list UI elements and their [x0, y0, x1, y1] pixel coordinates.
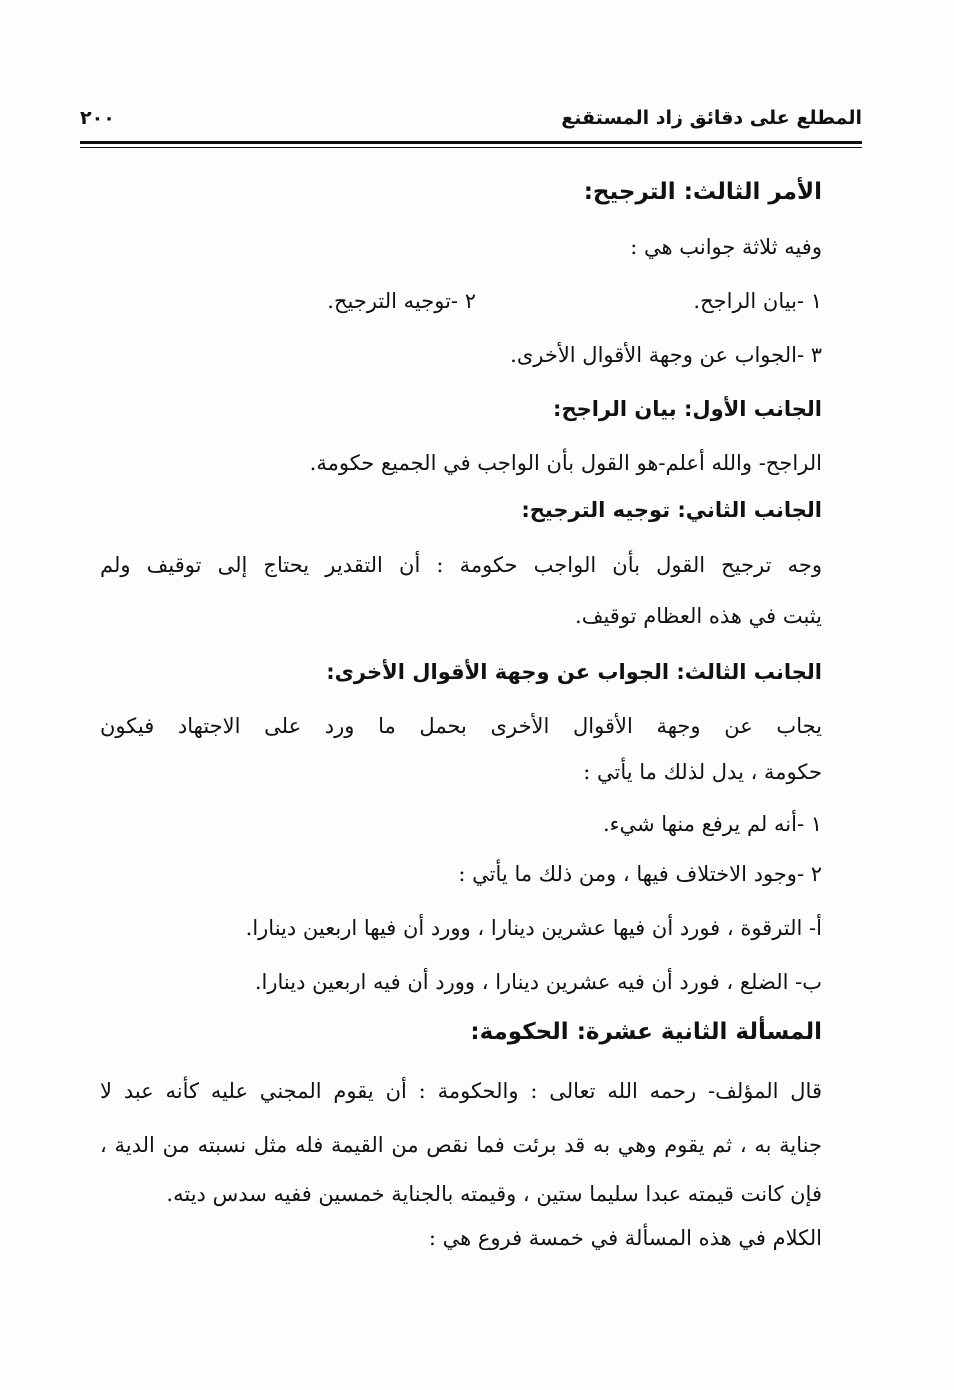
paragraph-line: يثبت في هذه العظام توقيف.	[575, 604, 822, 628]
paragraph-line: حكومة ، يدل لذلك ما يأتي :	[583, 760, 822, 784]
list-item: ١ -بيان الراجح.	[693, 289, 822, 313]
paragraph-line: وجه ترجيح القول بأن الواجب حكومة : أن التقدير يحتاج إلى توقيف ولم	[100, 553, 822, 577]
section-heading: المسألة الثانية عشرة: الحكومة:	[470, 1019, 822, 1045]
list-item: ب- الضلع ، فورد أن فيه عشرين دينارا ، وورد أن فيه اربعين دينارا.	[254, 970, 822, 994]
list-item: ٢ -وجود الاختلاف فيها ، ومن ذلك ما يأتي :	[458, 862, 822, 886]
paragraph-line: يجاب عن وجهة الأقوال الأخرى بحمل ما ورد على الاجتهاد فيكون	[100, 714, 822, 738]
paragraph-line: قال المؤلف- رحمه الله تعالى : والحكومة : أن يقوم المجني عليه كأنه عبد لا	[100, 1079, 822, 1103]
page-number: ٢٠٠	[80, 107, 115, 129]
paragraph-line: الراجح- والله أعلم-هو القول بأن الواجب في الجميع حكومة.	[309, 451, 822, 475]
running-header	[80, 103, 862, 141]
list-item: ٢ -توجيه الترجيح.	[327, 289, 476, 313]
subsection-heading: الجانب الأول: بيان الراجح:	[553, 397, 822, 421]
subsection-heading: الجانب الثاني: توجيه الترجيح:	[521, 498, 822, 522]
paragraph-line: فإن كانت قيمته عبدا سليما ستين ، وقيمته بالجناية خمسين ففيه سدس ديته.	[166, 1182, 822, 1206]
list-item: ٣ -الجواب عن وجهة الأقوال الأخرى.	[510, 343, 822, 367]
paragraph-line: الكلام في هذه المسألة في خمسة فروع هي :	[428, 1226, 822, 1250]
section-heading: الأمر الثالث: الترجيح:	[583, 179, 822, 205]
header-rule-thin	[80, 147, 862, 148]
header-rule-thick	[80, 141, 862, 144]
list-item: أ- الترقوة ، فورد أن فيها عشرين دينارا ، وورد أن فيها اربعين دينارا.	[245, 916, 822, 940]
subsection-heading: الجانب الثالث: الجواب عن وجهة الأقوال الأخرى:	[326, 660, 822, 684]
book-title: المطلع على دقائق زاد المستقنع	[561, 107, 862, 129]
list-item: ١ -أنه لم يرفع منها شيء.	[602, 812, 822, 836]
paragraph-line: وفيه ثلاثة جوانب هي :	[630, 235, 822, 259]
paragraph-line: جناية به ، ثم يقوم وهي به قد برئت فما نقص من القيمة فله مثل نسبته من الدية ،	[100, 1133, 822, 1157]
